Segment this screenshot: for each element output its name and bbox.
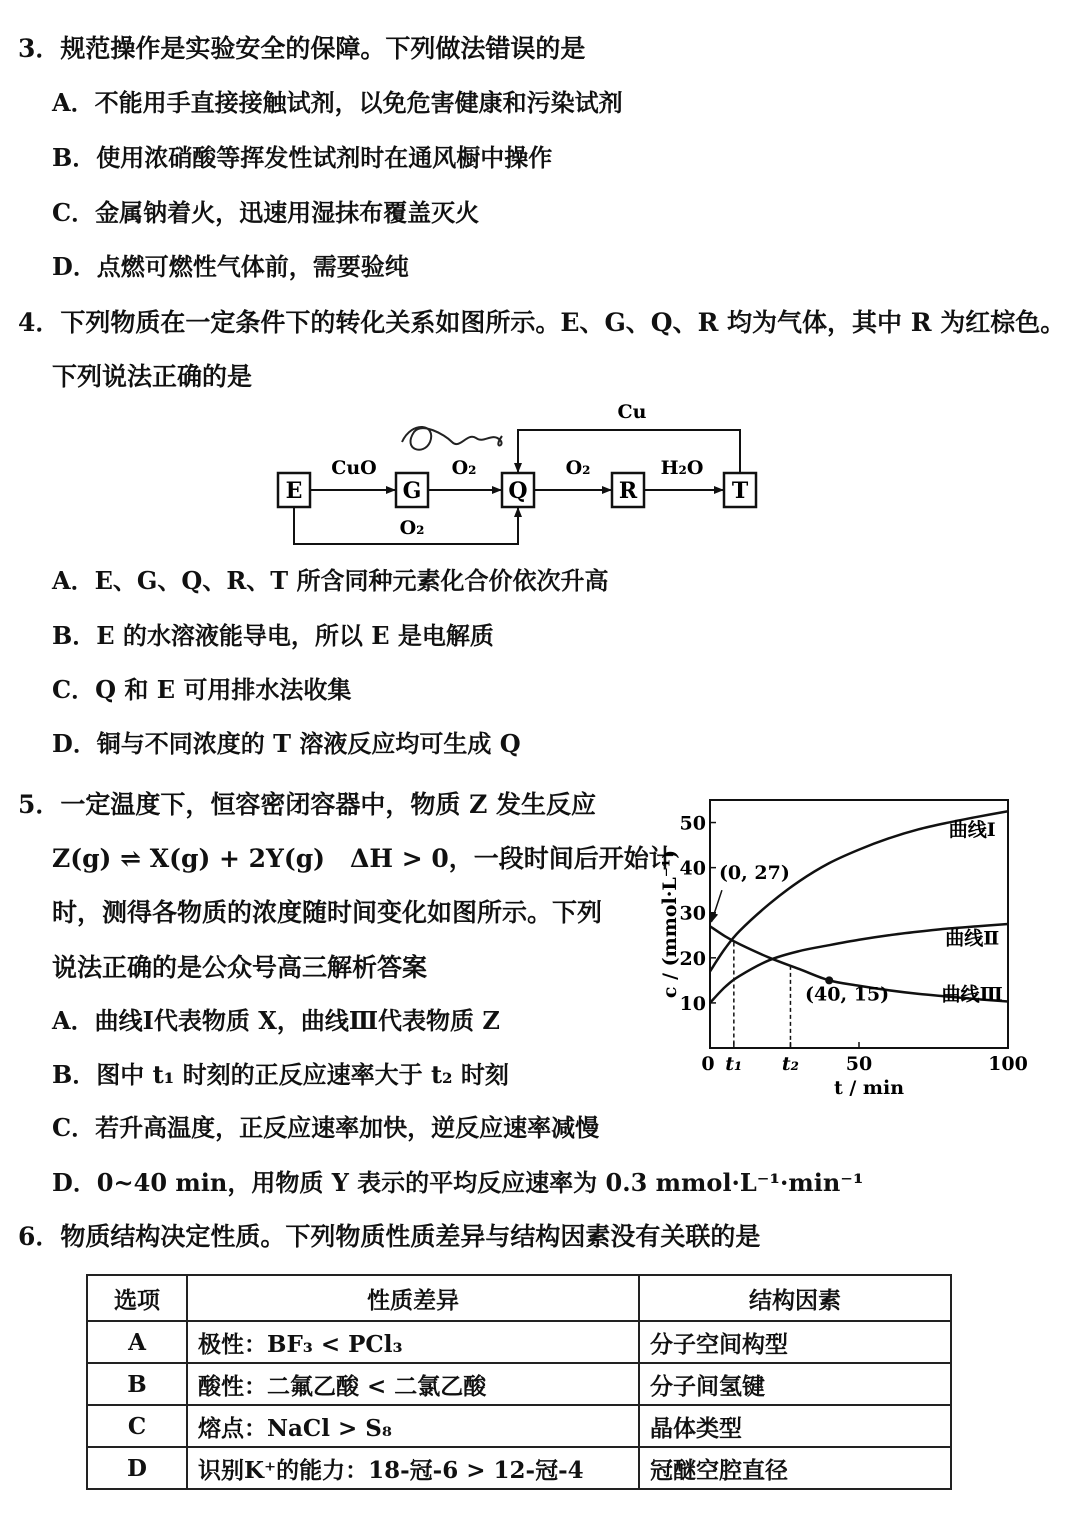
y-tick-label: 50: [679, 812, 706, 835]
q3-option-a: A．不能用手直接接触试剂，以免危害健康和污染试剂: [52, 88, 623, 117]
row-b-option: B: [87, 1363, 187, 1405]
label-h2o: H₂O: [660, 457, 704, 479]
header-structure: 结构因素: [639, 1275, 951, 1321]
q3-option-d: D．点燃可燃性气体前，需要验纯: [52, 252, 409, 281]
q4-option-a: A．E、G、Q、R、T 所含同种元素化合价依次升高: [52, 566, 609, 595]
x-tick-label: t₁: [725, 1053, 743, 1075]
x-tick-label: 100: [988, 1053, 1028, 1075]
q3-option-c: C．金属钠着火，迅速用湿抹布覆盖灭火: [52, 198, 480, 227]
table-row: [87, 1321, 951, 1363]
q5-stem-line2: Z(g) ⇌ X(g) + 2Y(g) ΔH > 0，一段时间后开始计: [52, 844, 674, 873]
concentration-chart: [640, 790, 1028, 1110]
y-axis-label: c / (mmol·L⁻¹): [659, 849, 681, 999]
q5-stem-line4: 说法正确的是公众号高三解析答案: [52, 953, 428, 982]
row-c-option: C: [87, 1405, 187, 1447]
q5-stem-line3: 时，测得各物质的浓度随时间变化如图所示。下列: [52, 898, 603, 927]
q4-stem-line2: 下列说法正确的是: [52, 362, 253, 391]
annotation-40-15: (40, 15): [805, 983, 890, 1006]
label-o2-gq: O₂: [451, 457, 477, 479]
annotation-0-27: (0, 27): [718, 861, 790, 884]
q3-stem: 3．规范操作是实验安全的保障。下列做法错误的是: [18, 34, 586, 63]
q5-option-a: A．曲线Ⅰ代表物质 X，曲线Ⅲ代表物质 Z: [52, 1006, 500, 1035]
row-a-structure: 分子空间构型: [639, 1321, 951, 1363]
y-tick-label: 10: [679, 992, 706, 1015]
q5-option-b: B．图中 t₁ 时刻的正反应速率大于 t₂ 时刻: [52, 1060, 509, 1089]
row-c-property: 熔点：NaCl > S₈: [187, 1405, 639, 1447]
y-tick-label: 20: [679, 947, 706, 970]
node-r: R: [618, 478, 638, 504]
row-b-property: 酸性：二氟乙酸 < 二氯乙酸: [187, 1363, 639, 1405]
row-a-property: 极性：BF₃ < PCl₃: [187, 1321, 639, 1363]
series-label-2: 曲线Ⅱ: [945, 927, 1000, 950]
q3-option-b: B．使用浓硝酸等挥发性试剂时在通风橱中操作: [52, 143, 553, 172]
row-d-option: D: [87, 1447, 187, 1489]
x-tick-label: 50: [845, 1053, 873, 1075]
scribble-mark: [402, 427, 502, 450]
x-tick-label: t₂: [781, 1053, 800, 1075]
header-property: 性质差异: [187, 1275, 639, 1321]
node-t: T: [731, 478, 749, 504]
series-label-1: 曲线Ⅰ: [948, 819, 996, 842]
row-d-property: 识别K⁺的能力：18-冠-6 > 12-冠-4: [187, 1447, 639, 1489]
row-a-option: A: [87, 1321, 187, 1363]
q4-option-b: B．E 的水溶液能导电，所以 E 是电解质: [52, 621, 494, 650]
header-option: 选项: [87, 1275, 187, 1321]
row-b-structure: 分子间氢键: [639, 1363, 951, 1405]
table-row: [87, 1447, 951, 1489]
q5-option-d: D．0~40 min，用物质 Y 表示的平均反应速率为 0.3 mmol·L⁻¹·min⁻¹: [52, 1168, 864, 1197]
row-c-structure: 晶体类型: [639, 1405, 951, 1447]
table-row: [87, 1405, 951, 1447]
label-o2-eq: O₂: [399, 517, 425, 539]
q6-stem: 6．物质结构决定性质。下列物质性质差异与结构因素没有关联的是: [18, 1222, 761, 1251]
y-tick-label: 40: [679, 857, 706, 880]
q4-stem-line1: 4．下列物质在一定条件下的转化关系如图所示。E、G、Q、R 均为气体，其中 R 为红棕色。: [18, 308, 1066, 337]
node-e: E: [285, 478, 303, 504]
table-header-row: [87, 1275, 951, 1321]
x-tick-label: 0: [701, 1053, 715, 1075]
series-label-3: 曲线Ⅲ: [941, 983, 1003, 1006]
label-o2-qr: O₂: [565, 457, 591, 479]
node-q: Q: [508, 478, 528, 504]
q4-option-c: C．Q 和 E 可用排水法收集: [52, 675, 352, 704]
label-cu: Cu: [617, 401, 647, 423]
row-d-structure: 冠醚空腔直径: [639, 1447, 951, 1489]
x-axis-label: t / min: [833, 1077, 905, 1099]
arrow-t-q: [518, 430, 740, 473]
q5-stem-line1: 5．一定温度下，恒容密闭容器中，物质 Z 发生反应: [18, 790, 597, 819]
label-cuo: CuO: [331, 457, 377, 479]
q4-option-d: D．铜与不同浓度的 T 溶液反应均可生成 Q: [52, 729, 521, 758]
node-g: G: [402, 478, 422, 504]
y-tick-label: 30: [679, 902, 706, 925]
q5-option-c: C．若升高温度，正反应速率加快，逆反应速率减慢: [52, 1113, 600, 1142]
table-row: [87, 1363, 951, 1405]
q6-table: [86, 1274, 952, 1490]
annotation-0-27-pointer: [711, 890, 721, 922]
conversion-diagram: [262, 392, 802, 552]
